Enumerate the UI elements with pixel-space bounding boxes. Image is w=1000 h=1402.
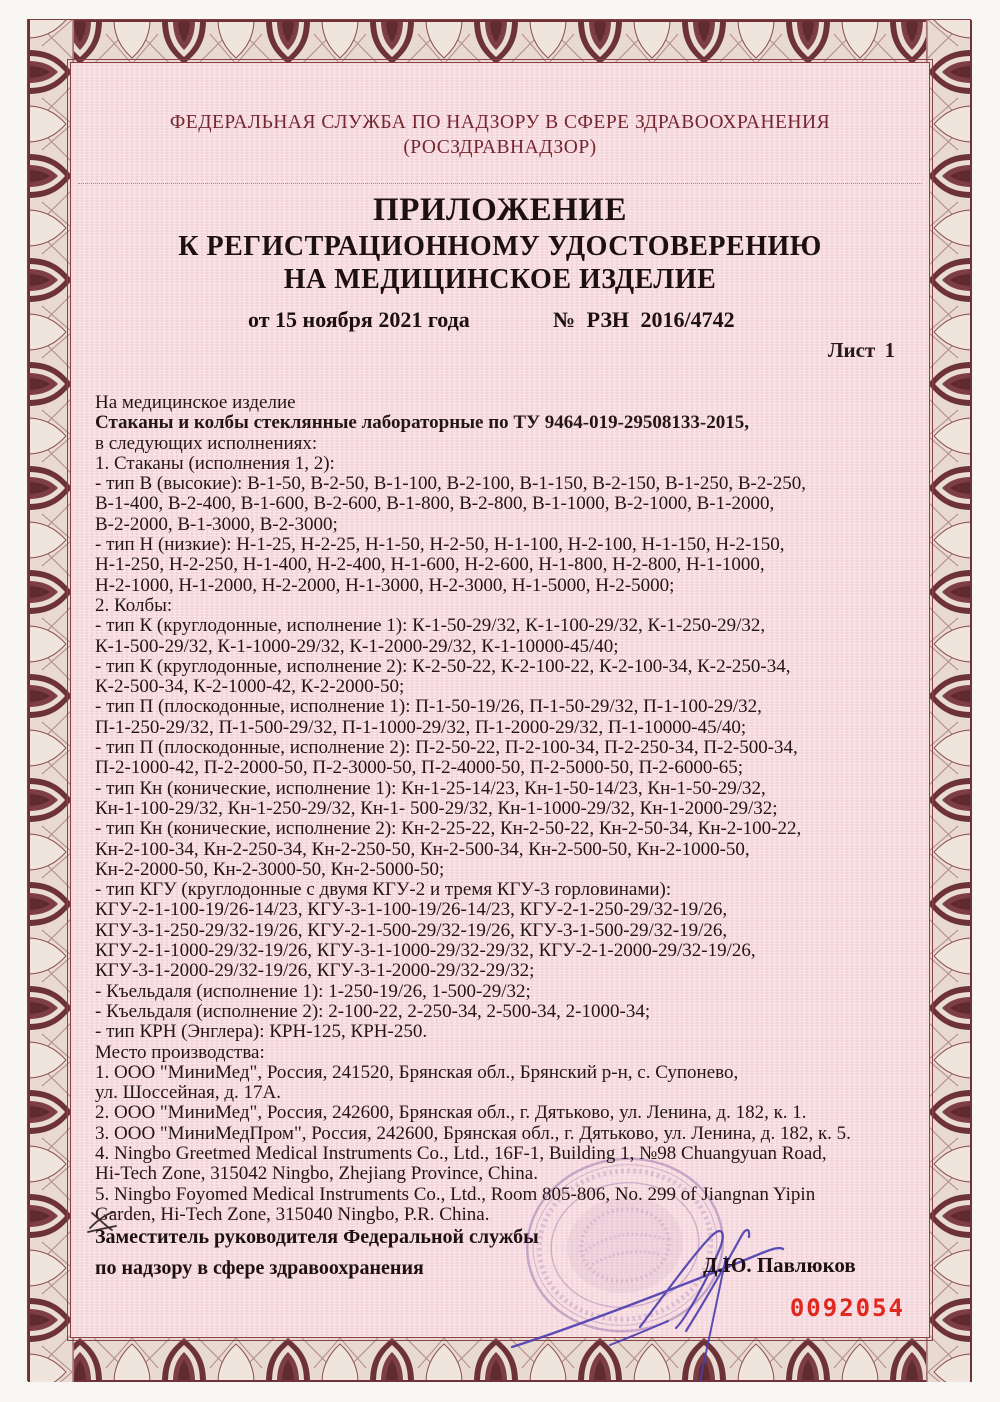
body-line: Hi-Tech Zone, 315042 Ningbo, Zhejiang Province, China. bbox=[95, 1163, 538, 1185]
signer-position-line2: по надзору в сфере здравоохранения bbox=[95, 1257, 424, 1279]
guilloche-border-left bbox=[28, 20, 74, 1382]
sheet-label: Лист 1 bbox=[827, 338, 895, 362]
issuing-authority-line1: ФЕДЕРАЛЬНАЯ СЛУЖБА ПО НАДЗОРУ В СФЕРЕ ЗДРАВООХРАНЕНИЯ bbox=[169, 112, 831, 133]
body-line: КГУ-2-1-1000-29/32-19/26, КГУ-3-1-1000-29/32-29/32, КГУ-2-1-2000-29/32-19/26, bbox=[95, 940, 756, 962]
body-line: Кн-2-100-34, Кн-2-250-34, Кн-2-250-50, Кн-2-500-34, Кн-2-500-50, Кн-2-1000-50, bbox=[95, 838, 750, 860]
body-line: ул. Шоссейная, д. 17А. bbox=[95, 1082, 281, 1104]
body-line: - тип П (плоскодонные, исполнение 1): П-1-50-19/26, П-1-50-29/32, П-1-100-29/32, bbox=[95, 696, 762, 718]
body-line: - тип Кн (конические, исполнение 1): Кн-1-25-14/23, Кн-1-50-14/23, Кн-1-50-29/32, bbox=[95, 777, 766, 799]
date-number-row bbox=[0, 307, 1000, 335]
body-line: Н-2-1000, Н-1-2000, Н-2-2000, Н-1-3000, Н-2-3000, Н-1-5000, Н-2-5000; bbox=[95, 574, 675, 596]
body-line: Garden, Hi-Tech Zone, 315040 Ningbo, P.R. China. bbox=[95, 1203, 490, 1225]
body-line: П-2-1000-42, П-2-2000-50, П-2-3000-50, П-2-4000-50, П-2-5000-50, П-2-6000-65; bbox=[95, 757, 743, 779]
document-title-line2: К РЕГИСТРАЦИОННОМУ УДОСТОВЕРЕНИЮ bbox=[178, 231, 822, 262]
guilloche-border-top bbox=[28, 20, 972, 66]
issue-date: от 15 ноября 2021 года bbox=[248, 307, 470, 332]
separator-line bbox=[78, 183, 922, 184]
serial-number: 0092054 bbox=[789, 1294, 905, 1322]
body-line: - тип П (плоскодонные, исполнение 2): П-2-50-22, П-2-100-34, П-2-250-34, П-2-500-34, bbox=[95, 737, 798, 759]
document-title-line1: ПРИЛОЖЕНИЕ bbox=[373, 192, 627, 228]
body-line: Н-1-250, Н-2-250, Н-1-400, Н-2-400, Н-1-600, Н-2-600, Н-1-800, Н-2-800, Н-1-1000, bbox=[95, 554, 765, 576]
registration-number: № РЗН 2016/4742 bbox=[553, 307, 735, 332]
signer-position-line1: Заместитель руководителя Федеральной службы bbox=[95, 1226, 539, 1248]
body-line: К-2-500-34, К-2-1000-42, К-2-2000-50; bbox=[95, 676, 405, 698]
body-text bbox=[95, 393, 935, 1225]
body-line: - тип КРН (Энглера): КРН-125, КРН-250. bbox=[95, 1021, 428, 1043]
body-line: КГУ-2-1-100-19/26-14/23, КГУ-3-1-100-19/26-14/23, КГУ-2-1-250-29/32-19/26, bbox=[95, 899, 728, 921]
body-line: - тип В (высокие): В-1-50, В-2-50, В-1-100, В-2-100, В-1-150, В-2-150, В-1-250, В-2-250, bbox=[95, 473, 806, 495]
body-line: В-1-400, В-2-400, В-1-600, В-2-600, В-1-800, В-2-800, В-1-1000, В-2-1000, В-1-2000, bbox=[95, 493, 775, 515]
signer-name: Д.Ю. Павлюков bbox=[703, 1253, 856, 1277]
body-line: Кн-2-2000-50, Кн-2-3000-50, Кн-2-5000-50; bbox=[95, 858, 445, 880]
body-line: - Къельдаля (исполнение 1): 1-250-19/26, 1-500-29/32; bbox=[95, 980, 531, 1002]
body-line: Место производства: bbox=[95, 1041, 265, 1063]
body-line: - тип КГУ (круглодонные с двумя КГУ-2 и тремя КГУ-3 горловинами): bbox=[95, 879, 672, 901]
body-line: - тип К (круглодонные, исполнение 1): К-1-50-29/32, К-1-100-29/32, К-1-250-29/32, bbox=[95, 615, 766, 637]
body-line: К-1-500-29/32, К-1-1000-29/32, К-1-2000-29/32, К-1-10000-45/40; bbox=[95, 635, 619, 657]
body-line: - тип Н (низкие): Н-1-25, Н-2-25, Н-1-50, Н-2-50, Н-1-100, Н-2-100, Н-1-150, Н-2-150, bbox=[95, 534, 785, 556]
body-line: - тип К (круглодонные, исполнение 2): К-2-50-22, К-2-100-22, К-2-100-34, К-2-250-34, bbox=[95, 655, 791, 677]
body-line: На медицинское изделие bbox=[95, 392, 296, 413]
body-line: КГУ-3-1-2000-29/32-19/26, КГУ-3-1-2000-29/32-29/32; bbox=[95, 960, 535, 982]
body-line: 2. Колбы: bbox=[95, 594, 173, 616]
issuing-authority bbox=[70, 110, 930, 160]
body-line: Стаканы и колбы стеклянные лабораторные по ТУ 9464-019-29508133-2015, bbox=[95, 412, 750, 434]
body-line: 1. ООО "МиниМед", Россия, 241520, Брянская обл., Брянский р-н, с. Супонево, bbox=[95, 1061, 739, 1083]
body-line: - тип Кн (конические, исполнение 2): Кн-2-25-22, Кн-2-50-22, Кн-2-50-34, Кн-2-100-22, bbox=[95, 818, 802, 840]
signature-ink bbox=[490, 1195, 820, 1400]
body-line: П-1-250-29/32, П-1-500-29/32, П-1-1000-29/32, П-1-2000-29/32, П-1-10000-45/40; bbox=[95, 716, 747, 738]
issuing-authority-line2: (РОСЗДРАВНАДЗОР) bbox=[403, 137, 597, 158]
body-line: Кн-1-100-29/32, Кн-1-250-29/32, Кн-1- 500-29/32, Кн-1-1000-29/32, Кн-1-2000-29/32; bbox=[95, 797, 778, 819]
body-line: В-2-2000, В-1-3000, В-2-3000; bbox=[95, 513, 338, 535]
body-line: - Къельдаля (исполнение 2): 2-100-22, 2-250-34, 2-500-34, 2-1000-34; bbox=[95, 1000, 651, 1022]
body-line: 3. ООО "МиниМедПром", Россия, 242600, Брянская обл., г. Дятьково, ул. Ленина, д. 182, к. 5. bbox=[95, 1122, 851, 1144]
body-line: 1. Стаканы (исполнения 1, 2): bbox=[95, 452, 335, 474]
body-line: КГУ-3-1-250-29/32-19/26, КГУ-2-1-500-29/32-19/26, КГУ-3-1-500-29/32-19/26, bbox=[95, 919, 728, 941]
body-line: 2. ООО "МиниМед", Россия, 242600, Брянская обл., г. Дятьково, ул. Ленина, д. 182, к. 1. bbox=[95, 1102, 807, 1124]
body-line: 5. Ningbo Foyomed Medical Instruments Co., Ltd., Room 805-806, No. 299 of Jiangnan Yipin bbox=[95, 1183, 816, 1205]
body-line: 4. Ningbo Greetmed Medical Instruments Co., Ltd., 16F-1, Building 1, №98 Chuangyuan Road, bbox=[95, 1142, 827, 1164]
document-title-line3: НА МЕДИЦИНСКОЕ ИЗДЕЛИЕ bbox=[283, 264, 717, 295]
body-line: в следующих исполнениях: bbox=[95, 432, 318, 454]
